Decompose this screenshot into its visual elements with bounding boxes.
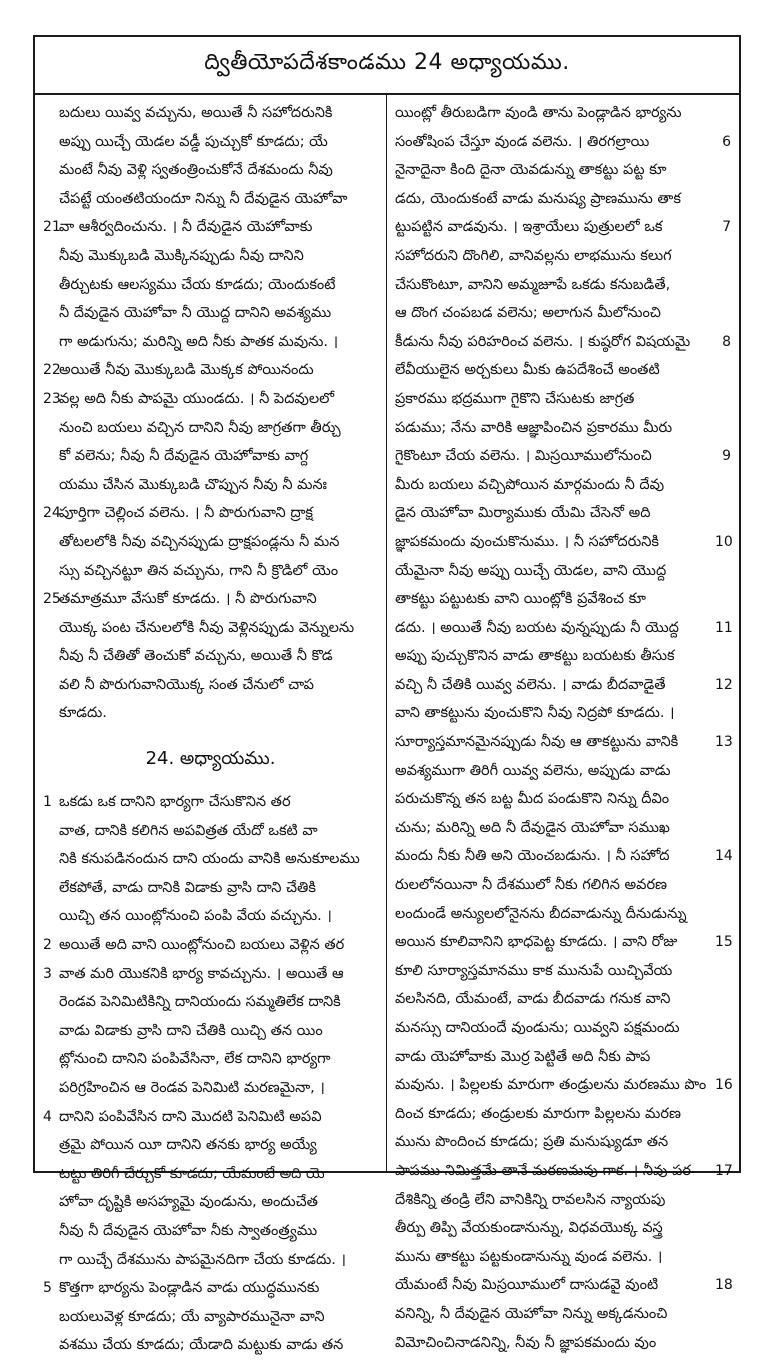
line-text: లేవీయులైన అర్చకులు మీకు ఉపదేశించే అంతటి bbox=[395, 362, 660, 379]
text-line bbox=[395, 871, 731, 900]
line-text: వనిన్ని, నీ దేవుడైన యెహోవా నిన్ను అక్కడనుంచి bbox=[395, 1305, 668, 1322]
line-text: యేమంటే నీవు మిస్రయీములో దాసుడవై వుంటి bbox=[395, 1277, 659, 1294]
text-line bbox=[395, 1157, 731, 1186]
text-line bbox=[43, 299, 378, 328]
line-text: వచ్చి నీ చేతికి యివ్వ వలెను. । వాడు బీదవాడైతే bbox=[395, 676, 666, 693]
text-line bbox=[395, 156, 731, 185]
text-columns bbox=[35, 95, 739, 1354]
line-text: మును తాకట్టు పట్టకుండానున్ను వుండ వలెను. । bbox=[395, 1248, 663, 1265]
text-line bbox=[43, 271, 378, 300]
verse-number bbox=[715, 1043, 731, 1072]
text-line bbox=[43, 845, 378, 874]
text-line bbox=[395, 814, 731, 843]
verse-number bbox=[715, 471, 731, 500]
verse-number bbox=[715, 1243, 731, 1272]
text-line bbox=[395, 471, 731, 500]
text-line bbox=[43, 585, 378, 614]
line-text: దేశికిన్ని తండ్రి లేని వానికిన్ని రావలసిన న్యాయపు bbox=[395, 1191, 666, 1208]
text-line bbox=[43, 1274, 378, 1303]
verse-number bbox=[43, 328, 59, 357]
verse-number bbox=[715, 356, 731, 385]
verse-number bbox=[43, 156, 59, 185]
text-line bbox=[43, 960, 378, 989]
line-text: మందు నీకు నీతి అని యెంచబడును. । నీ సహోద bbox=[395, 848, 670, 865]
text-line bbox=[395, 242, 731, 271]
verse-number bbox=[43, 1045, 59, 1074]
line-text: పాపము నిమిత్తమే తానే మరణమవు గాక. । నీవు పర bbox=[395, 1162, 692, 1179]
verse-number bbox=[43, 1017, 59, 1046]
verse-number bbox=[715, 1214, 731, 1243]
verse-number: 2 bbox=[43, 937, 52, 954]
verse-number bbox=[715, 242, 731, 271]
line-text: డదు. । అయితే నీవు బయట వున్నప్పుడు నీ యొద్ద bbox=[395, 619, 679, 636]
text-line bbox=[395, 1128, 731, 1157]
text-line bbox=[43, 242, 378, 271]
verse-number bbox=[43, 1217, 59, 1246]
verse-number: 5 bbox=[43, 1280, 52, 1297]
text-line bbox=[43, 874, 378, 903]
text-line bbox=[43, 356, 378, 385]
line-text: చేపట్టే యంతటియందూ నిన్ను నీ దేవుడైన యెహోవా bbox=[59, 190, 348, 207]
line-text: తీర్చుటకు ఆలస్యము చేయ కూడదు; యెందుకంటే bbox=[59, 276, 336, 293]
text-line bbox=[43, 99, 378, 128]
verse-number bbox=[715, 785, 731, 814]
text-line bbox=[395, 957, 731, 986]
line-text: ఒకడు ఒక దానిని భార్యగా చేసుకొనిన తర bbox=[59, 794, 291, 811]
line-text: డదు, యెందుకంటే వాడు మనుష్య ప్రాణమును తాక bbox=[395, 190, 681, 207]
verse-number bbox=[43, 1160, 59, 1189]
verse-number bbox=[43, 414, 59, 443]
line-text: అయిన కూలివానిని భాధపెట్ట కూడదు. । వాని రోజు bbox=[395, 934, 678, 951]
line-text: నీవు మొక్కుబడి మొక్కినప్పుడు నీవు దానిని bbox=[59, 247, 304, 264]
line-text: గా యిచ్చే దేశమును పాపమైనదిగా చేయ కూడదు. । bbox=[59, 1251, 346, 1268]
line-text: మును పొందించ కూడదు; ప్రతి మనుష్యుడూ తన bbox=[395, 1134, 669, 1151]
text-line bbox=[395, 385, 731, 414]
verse-number bbox=[715, 1186, 731, 1215]
verse-number bbox=[43, 1246, 59, 1275]
line-text: జ్ఞాపకమందు వుంచుకొనుము. । నీ సహోదరునికి bbox=[395, 533, 659, 550]
line-text: మంటే నీవు వెళ్లి స్వతంత్రించుకోనే దేశమందు నీవు bbox=[59, 162, 333, 179]
line-text: పరుచుకొన్న తన బట్ట మీద పండుకొని నిన్ను దీవిం bbox=[395, 791, 670, 808]
text-line bbox=[43, 414, 378, 443]
verse-number bbox=[715, 414, 731, 443]
verse-number: 4 bbox=[43, 1108, 52, 1125]
line-text: మీరు బయలు వచ్చిపోయిన మార్గమందు నీ దేవు bbox=[395, 476, 665, 493]
page-header bbox=[35, 37, 739, 95]
text-line bbox=[395, 1043, 731, 1072]
verse-number bbox=[715, 299, 731, 328]
text-line bbox=[43, 156, 378, 185]
text-line bbox=[43, 988, 378, 1017]
text-line bbox=[395, 185, 731, 214]
line-text: తమాత్రమూ వేసుకో కూడదు. । నీ పొరుగువాని bbox=[59, 591, 317, 608]
verse-number bbox=[43, 988, 59, 1017]
line-text: త్రమై పోయిన యీ దానిని తనకు భార్య అయ్యే bbox=[59, 1137, 317, 1154]
verse-number bbox=[715, 585, 731, 614]
text-line bbox=[43, 528, 378, 557]
line-text: అయితే నీవు మొక్కుబడి మొక్కక పోయినందు bbox=[59, 362, 314, 379]
verse-number bbox=[43, 1331, 59, 1360]
text-line bbox=[43, 1331, 378, 1360]
line-text: తాకట్టు పట్టుటకు వాని యింట్లోకి ప్రవేశించ కూ bbox=[395, 591, 646, 608]
line-text: నీవు నీ దేవుడైన యెహోవా నీకు స్వాతంత్ర్యము bbox=[59, 1222, 318, 1239]
line-text: యేమైనా నీవు అప్పు యిచ్చే యెడల, వాని యొద్ద bbox=[395, 562, 667, 579]
verse-number: 17 bbox=[715, 1162, 733, 1179]
text-line bbox=[43, 442, 378, 471]
verse-number: 1 bbox=[43, 794, 52, 811]
verse-number bbox=[715, 557, 731, 586]
verse-number: 10 bbox=[715, 533, 733, 550]
verse-number bbox=[43, 1188, 59, 1217]
line-text: రులలోనయినా నీ దేశములో నీకు గలిగిన అవరణ bbox=[395, 877, 668, 894]
text-line bbox=[395, 614, 731, 643]
line-text: వశము చేయ కూడదు; యేడాది మట్టుకు వాడు తన bbox=[59, 1337, 344, 1354]
text-line bbox=[395, 499, 731, 528]
line-text: డైన యెహోవా మిర్యాముకు యేమి చేసెనో అది bbox=[395, 505, 651, 522]
line-text: వాడు విడాకు వ్రాసి దాని చేతికి యిచ్చి తన యిం bbox=[59, 1022, 323, 1039]
verse-number bbox=[43, 557, 59, 586]
line-text: పూర్తిగా చెల్లించ వలెను. । నీ పొరుగువాని ద్రాక్ష bbox=[59, 505, 313, 522]
text-line bbox=[395, 728, 731, 757]
verse-number: 25 bbox=[43, 591, 61, 608]
verse-number bbox=[715, 185, 731, 214]
line-text: సూర్యాస్తమానమైనప్పుడు నీవు ఆ తాకట్టును వానికి bbox=[395, 734, 679, 751]
verse-number: 12 bbox=[715, 676, 733, 693]
line-text: నీవు నీ చేతితో తెంచుకో వచ్చును, అయితే నీ కొడ bbox=[59, 648, 333, 665]
text-line bbox=[395, 1243, 731, 1272]
line-text: గా అడుగును; మరిన్ని అది నీకు పాతక మవును. । bbox=[59, 333, 339, 350]
line-text: ప్రకారము భద్రముగా గైకొని చేసుటకు జాగ్రత bbox=[395, 390, 635, 407]
text-line bbox=[43, 1246, 378, 1275]
right-column bbox=[387, 95, 739, 1351]
line-text: కూడదు. bbox=[59, 705, 107, 722]
text-line bbox=[395, 1214, 731, 1243]
verse-number bbox=[43, 271, 59, 300]
text-line bbox=[43, 557, 378, 586]
text-line bbox=[395, 757, 731, 786]
verse-number bbox=[715, 499, 731, 528]
line-text: సహోదరుని దొంగిలి, వానివల్లను లాభమును కలుగ bbox=[395, 247, 672, 264]
text-line bbox=[395, 299, 731, 328]
verse-number bbox=[715, 900, 731, 929]
line-text: వా ఆశీర్వదించును. । నీ దేవుడైన యెహోవాకు bbox=[59, 219, 313, 236]
verse-number bbox=[43, 1131, 59, 1160]
text-line bbox=[395, 1014, 731, 1043]
text-line bbox=[43, 1303, 378, 1332]
line-text: నుంచి బయలు వచ్చిన దానిని నీవు జాగ్రతగా తీర్చు bbox=[59, 419, 341, 436]
text-line bbox=[395, 671, 731, 700]
line-text: ట్లోనుంచి దానిని పంపివేసినా, లేక దానిని భార్యగా bbox=[59, 1051, 331, 1068]
line-text: పడుము; నేను వారికి ఆజ్ఞాపించిన ప్రకారము మీరు bbox=[395, 419, 673, 436]
line-text: దించ కూడదు; తండ్రులకు మారుగా పిల్లలను మరణ bbox=[395, 1105, 681, 1122]
line-text: చును; మరిన్ని అది నీ దేవుడైన యెహోవా సముఖ bbox=[395, 819, 670, 836]
verse-number bbox=[715, 156, 731, 185]
text-line bbox=[395, 1100, 731, 1129]
line-text: వాడు యెహోవాకు మొర్ర పెట్టితే అది నీకు పాప bbox=[395, 1048, 651, 1065]
line-text: చేసుకొంటూ, వానిని అమ్మజూపే ఒకడు కనుబడితే, bbox=[395, 276, 671, 293]
verse-number: 9 bbox=[722, 448, 731, 465]
verse-number bbox=[43, 99, 59, 128]
verse-number bbox=[43, 185, 59, 214]
text-line bbox=[395, 528, 731, 557]
verse-number bbox=[43, 845, 59, 874]
text-line bbox=[43, 213, 378, 242]
line-text: తోటలలోకి నీవు వచ్చినప్పుడు ద్రాక్షపండ్లను నీ మన bbox=[59, 533, 340, 550]
verse-number bbox=[715, 699, 731, 728]
verse-number: 13 bbox=[715, 734, 733, 751]
line-text: కొత్తగా భార్యను పెండ్లాడిన వాడు యుద్ధమునకు bbox=[59, 1280, 320, 1297]
line-text: మవును. । పిల్లలకు మారుగా తండ్రులను మరణము పొం bbox=[395, 1077, 707, 1094]
text-line bbox=[395, 900, 731, 929]
verse-number: 21 bbox=[43, 219, 61, 236]
text-line bbox=[395, 1271, 731, 1300]
verse-number bbox=[43, 902, 59, 931]
line-text: టట్టు తిరిగీ చేర్చుకో కూడదు; యేమంటే అది యె bbox=[59, 1165, 325, 1182]
verse-number bbox=[43, 699, 59, 728]
text-line bbox=[395, 557, 731, 586]
line-text: వాత మరి యొకనికి భార్య కావచ్చును. । అయితే ఆ bbox=[59, 965, 344, 982]
line-text: వలసినది, యేమంటే, వాడు బీదవాడు గనుక వాని bbox=[395, 991, 671, 1008]
verse-number bbox=[715, 757, 731, 786]
text-line bbox=[395, 328, 731, 357]
line-text: అప్పు యిచ్చే యెడల వడ్డీ పుచ్చుకో కూడదు; యే bbox=[59, 133, 328, 150]
text-line bbox=[43, 385, 378, 414]
verse-number bbox=[43, 817, 59, 846]
verse-number bbox=[715, 1014, 731, 1043]
line-text: నీ దేవుడైన యెహోవా నీ యొద్ద దానిని అవశ్యము bbox=[59, 305, 332, 322]
verse-number: 16 bbox=[715, 1077, 733, 1094]
line-text: నికి కనుపడినందున దాని యందు వానికి అనుకూలము bbox=[59, 851, 360, 868]
verse-number bbox=[43, 671, 59, 700]
verse-number bbox=[715, 642, 731, 671]
chapter-heading: 24. అధ్యాయము. bbox=[145, 748, 276, 770]
text-line bbox=[43, 1160, 378, 1189]
line-text: యొక్క పంట చేనులలోకి నీవు వెళ్లినప్పుడు వెన్నులను bbox=[59, 619, 355, 636]
verse-number bbox=[43, 1074, 59, 1103]
line-text: కో వలెను; నీవు నీ దేవుడైన యెహోవాకు వాగ్ద bbox=[59, 448, 309, 465]
verse-number: 11 bbox=[715, 619, 733, 636]
line-text: వల్ల అది నీకు పాపమై యుండదు. । నీ పెదవులలో bbox=[59, 390, 335, 407]
verse-number bbox=[715, 814, 731, 843]
verse-number bbox=[43, 471, 59, 500]
text-line bbox=[43, 1074, 378, 1103]
verse-number: 3 bbox=[43, 965, 52, 982]
text-line bbox=[43, 1017, 378, 1046]
line-text: పరిగ్రహించిన ఆ రెండవ పెనిమిటి మరణమైనా, । bbox=[59, 1080, 325, 1096]
text-line bbox=[395, 99, 731, 128]
line-text: అయితే అది వాని యింట్లోనుంచి బయలు వెళ్లిన తర bbox=[59, 937, 345, 954]
line-text: యింట్లో తీరుబడిగా వుండి తాను పెండ్లాడిన భార్యను bbox=[395, 105, 682, 121]
text-line bbox=[43, 931, 378, 960]
line-text: గైకొంటూ చేయ వలెను. । మిస్రయీములోనుంచి bbox=[395, 448, 652, 465]
text-line bbox=[395, 414, 731, 443]
text-line bbox=[395, 928, 731, 957]
line-text: మనస్సు దానియందే వుండును; యివ్వని పక్షమందు bbox=[395, 1020, 680, 1036]
line-text: హోవా దృష్టికి అసహ్యమై వుండును, అందుచేత bbox=[59, 1194, 318, 1211]
line-text: లందుండే అన్యులలోనైనను బీదవాడున్ను దీనుడున్ను bbox=[395, 905, 687, 922]
verse-number: 15 bbox=[715, 934, 733, 951]
verse-number bbox=[715, 385, 731, 414]
text-line bbox=[395, 785, 731, 814]
line-text: నైనాదైనా కింది దైనా యెవడున్ను తాకట్టు పట్ట కూ bbox=[395, 162, 667, 179]
page-title: ద్వితీయోపదేశకాండము 24 అధ్యాయము. bbox=[204, 50, 570, 75]
text-line bbox=[43, 1103, 378, 1132]
verse-number: 8 bbox=[722, 333, 731, 350]
verse-number bbox=[715, 957, 731, 986]
text-line bbox=[395, 1186, 731, 1215]
text-line bbox=[43, 1131, 378, 1160]
text-line bbox=[43, 471, 378, 500]
verse-number bbox=[43, 874, 59, 903]
text-line bbox=[43, 817, 378, 846]
line-text: యిచ్చి తన యింట్లోనుంచి పంపి వేయ వచ్చును. । bbox=[59, 908, 332, 925]
text-line bbox=[395, 1329, 731, 1358]
verse-number bbox=[43, 1303, 59, 1332]
text-line bbox=[395, 699, 731, 728]
verse-number bbox=[43, 614, 59, 643]
line-text: కీడును నీవు పరిహరించ వలెను. । కుష్ఠరోగ విషయమై bbox=[395, 333, 691, 350]
verse-number bbox=[715, 271, 731, 300]
line-text: వాని తాకట్టును వుంచుకొని నీవు నిద్రపో కూడదు. । bbox=[395, 705, 675, 722]
verse-number bbox=[715, 1300, 731, 1329]
text-line bbox=[395, 271, 731, 300]
line-text: వలి నీ పొరుగువానియొక్క సంత చేనులో చాప bbox=[59, 676, 314, 693]
line-text: స్సు వచ్చినట్టూ తిన వచ్చును, గాని నీ క్రొడిలో యెం bbox=[59, 562, 339, 579]
text-line bbox=[395, 128, 731, 157]
verse-number bbox=[715, 871, 731, 900]
line-text: బయలువెళ్ల కూడదు; యే వ్యాపారమునైనా వాని bbox=[59, 1308, 325, 1325]
verse-number bbox=[43, 242, 59, 271]
bible-page bbox=[33, 35, 741, 1354]
verse-number bbox=[715, 985, 731, 1014]
text-line bbox=[395, 442, 731, 471]
verse-number bbox=[43, 299, 59, 328]
verse-number bbox=[715, 1100, 731, 1129]
line-text: లేకపోతే, వాడు దానికి విడాకు వ్రాసి దాని చేతికి bbox=[59, 879, 316, 896]
verse-number: 22 bbox=[43, 362, 61, 379]
text-line bbox=[43, 185, 378, 214]
text-line bbox=[43, 902, 378, 931]
text-line bbox=[43, 499, 378, 528]
line-text: అప్పు పుచ్చుకొనిన వాడు తాకట్టు బయటకు తీసుక bbox=[395, 648, 675, 665]
text-line bbox=[43, 1217, 378, 1246]
verse-number: 23 bbox=[43, 390, 61, 407]
text-line bbox=[395, 585, 731, 614]
verse-number: 6 bbox=[722, 133, 731, 150]
verse-number: 7 bbox=[722, 219, 731, 236]
text-line bbox=[43, 128, 378, 157]
verse-number: 24 bbox=[43, 505, 61, 522]
line-text: రెండవ పెనిమిటికిన్ని దానియందు సమ్మతిలేక దానికి bbox=[59, 994, 341, 1011]
verse-number bbox=[43, 128, 59, 157]
text-line bbox=[43, 328, 378, 357]
text-line bbox=[395, 356, 731, 385]
text-line bbox=[43, 671, 378, 700]
text-line bbox=[43, 1188, 378, 1217]
text-line bbox=[43, 614, 378, 643]
line-text: దానిని పంపివేసిన దాని మొదటి పెనిమిటి అపవి bbox=[59, 1108, 322, 1125]
text-line bbox=[43, 788, 378, 817]
line-text: వాత, దానికి కలిగిన అపవిత్రత యేదో ఒకటి వా bbox=[59, 822, 318, 839]
line-text: యము చేసిన మొక్కుబడి చొప్పున నీవు నీ మనః bbox=[59, 476, 327, 493]
line-text: సంతోషింప చేస్తూ వుండ వలెను. । తిరగల్రాయి bbox=[395, 133, 650, 150]
line-text: విమోచించినాడనిన్ని, నీవు నీ జ్ఞాపకమందు వుం bbox=[395, 1334, 657, 1351]
text-line bbox=[395, 1300, 731, 1329]
text-line bbox=[395, 842, 731, 871]
line-text: అవశ్యముగా తిరిగీ యివ్వ వలెను, అప్పుడు వాడు bbox=[395, 762, 671, 779]
verse-number: 18 bbox=[715, 1277, 733, 1294]
text-line bbox=[43, 699, 378, 728]
verse-number bbox=[715, 1128, 731, 1157]
text-line bbox=[395, 985, 731, 1014]
verse-number bbox=[43, 442, 59, 471]
verse-number bbox=[43, 642, 59, 671]
left-column bbox=[35, 95, 387, 1354]
text-line bbox=[395, 1071, 731, 1100]
line-text: ఆ దొంగ చంపబడ వలెను; అలాగున మీలోనుంచి bbox=[395, 305, 661, 322]
text-line bbox=[395, 642, 731, 671]
line-text: ట్టుపట్టిన వాడవును. । ఇశ్రాయేలు పుత్రులలో ఒక bbox=[395, 219, 663, 236]
line-text: కూలి సూర్యాస్తమానము కాక మునుపే యిచ్చివేయ bbox=[395, 962, 673, 979]
text-line bbox=[395, 213, 731, 242]
verse-number bbox=[715, 1329, 731, 1358]
line-text: బదులు యివ్వ వచ్చును, అయితే నీ సహోదరునికి bbox=[59, 105, 333, 121]
verse-number: 14 bbox=[715, 848, 733, 865]
verse-number bbox=[715, 99, 731, 128]
verse-number bbox=[43, 528, 59, 557]
text-line bbox=[43, 642, 378, 671]
text-line bbox=[43, 1045, 378, 1074]
line-text: తీర్పు తిప్పి వేయకుండానున్ను, విధవయొక్క వస్త్ర bbox=[395, 1220, 663, 1237]
